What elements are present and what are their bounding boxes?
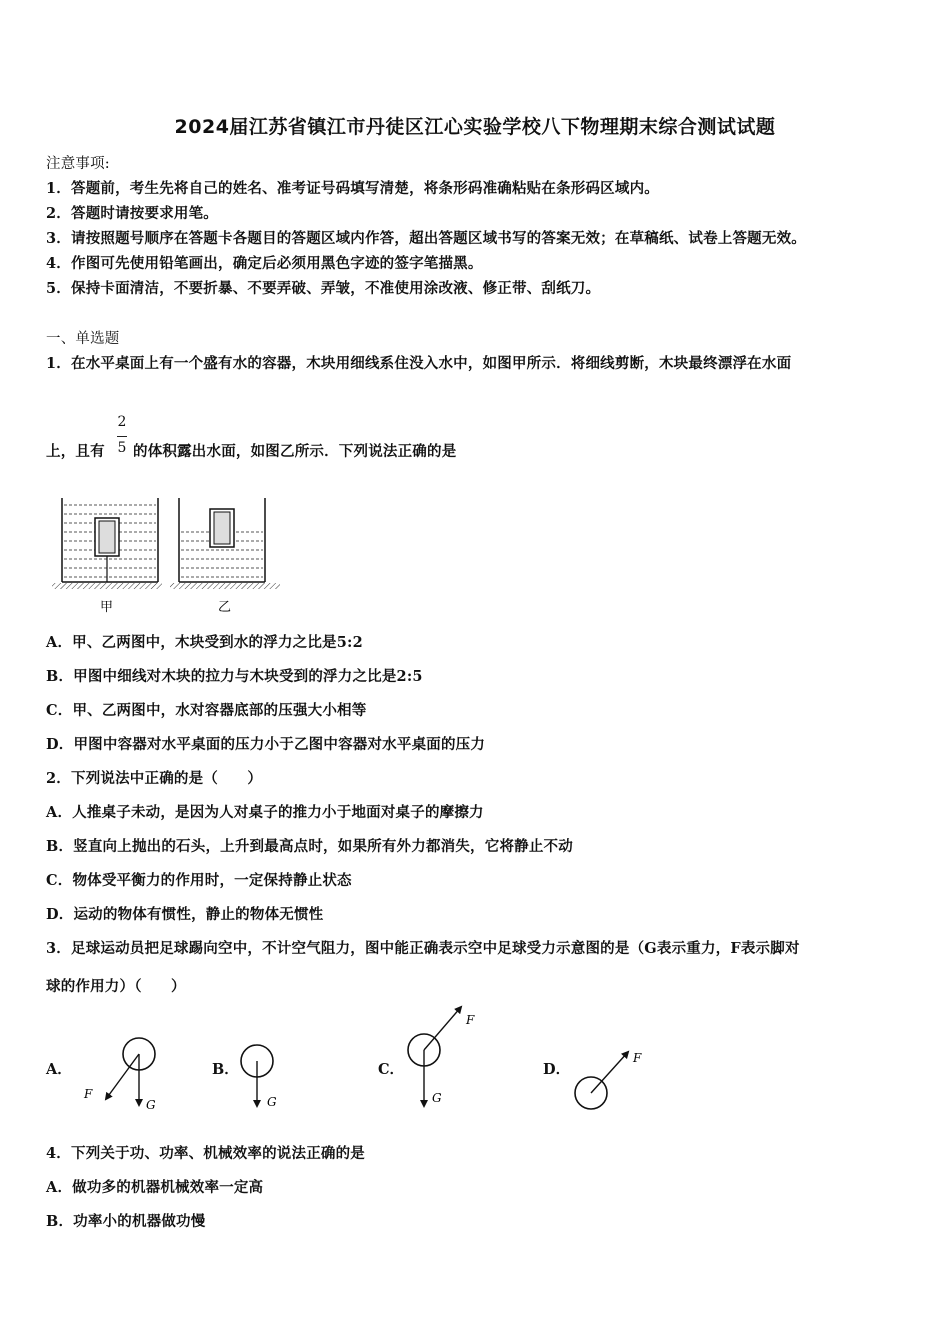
label-f-d: F [633,1051,642,1065]
notice-heading: 注意事项: [46,156,110,172]
question-2-stem: 2．下列说法中正确的是（ ） [46,770,263,787]
question-2-option-d: D．运动的物体有惯性，静止的物体无惯性 [46,906,324,923]
question-3-option-d-label: D． [543,1061,571,1078]
question-3-option-b-label: B． [212,1061,239,1078]
question-3-option-c-label: C． [378,1061,405,1078]
question-2-option-c: C．物体受平衡力的作用时，一定保持静止状态 [46,872,352,889]
question-1-option-d: D．甲图中容器对水平桌面的压力小于乙图中容器对水平桌面的压力 [46,736,486,753]
container-yi [170,498,280,589]
question-2-option-a: A．人推桌子未动，是因为人对桌子的推力小于地面对桌子的摩擦力 [46,804,484,821]
label-g-a: G [146,1098,156,1112]
force-f-arrow-d [591,1052,628,1093]
force-f-arrow-a [106,1054,139,1099]
question-4-option-a: A．做功多的机器机械效率一定高 [46,1179,264,1196]
container-jia [52,498,162,589]
label-g-c: G [432,1091,442,1105]
notice-item: 5．保持卡面清洁，不要折暴、不要弄破、弄皱，不准使用涂改液、修正带、刮纸刀。 [46,280,601,297]
diagram-a [83,1038,156,1112]
notice-item: 1．答题前，考生先将自己的姓名、准考证号码填写清楚，将条形码准确粘贴在条形码区域内。 [46,180,659,197]
question-1-option-c: C．甲、乙两图中，水对容器底部的压强大小相等 [46,702,367,719]
fraction-bar [117,436,127,437]
label-f-c: F [466,1013,475,1027]
diagram-d [575,1051,642,1109]
label-g-b: G [267,1095,277,1109]
label-f-a: F [84,1087,93,1101]
diagram-c [408,1007,475,1106]
page-title: 2024届江苏省镇江市丹徒区江心实验学校八下物理期末综合测试试题 [174,116,776,138]
question-2-option-b: B．竖直向上抛出的石头，上升到最高点时，如果所有外力都消失，它将静止不动 [46,838,573,855]
question-4-option-b: B．功率小的机器做功慢 [46,1213,206,1230]
question-3-stem: 3．足球运动员把足球踢向空中，不计空气阻力，图中能正确表示空中足球受力示意图的是（G表示重力，F表示脚对 [46,940,800,957]
question-1-option-a: A．甲、乙两图中，木块受到水的浮力之比是5:2 [46,634,363,651]
notice-item: 4．作图可先使用铅笔画出，确定后必须用黑色字迹的签字笔描黑。 [46,255,483,272]
figure-label-yi: 乙 [218,600,232,615]
question-3-stem-cont: 球的作用力）（ ） [46,978,186,995]
question-1-stem-prefix: 上，且有 [46,443,105,460]
question-1-stem-suffix: 的体积露出水面，如图乙所示．下列说法正确的是 [133,443,457,460]
notice-item: 2．答题时请按要求用笔。 [46,205,218,222]
question-4-stem: 4．下列关于功、功率、机械效率的说法正确的是 [46,1145,365,1162]
fraction-numerator: 2 [117,414,127,430]
section-heading: 一、单选题 [46,331,120,347]
question-1-stem: 1．在水平桌面上有一个盛有水的容器，木块用细线系住没入水中，如图甲所示．将细线剪断，木块最终漂浮在水面 [46,355,792,372]
question-1-option-b: B．甲图中细线对木块的拉力与木块受到的浮力之比是2:5 [46,668,423,685]
question-3-figures [0,995,700,1125]
diagram-b [241,1045,277,1109]
fraction-denominator: 5 [117,440,127,456]
question-3-option-a-label: A． [46,1061,72,1078]
force-f-arrow-c [424,1007,461,1050]
notice-item: 3．请按照题号顺序在答题卡各题目的答题区域内作答，超出答题区域书写的答案无效；在草稿纸、试卷上答题无效。 [46,230,806,247]
figure-label-jia: 甲 [100,600,114,615]
question-1-figure [46,490,286,620]
